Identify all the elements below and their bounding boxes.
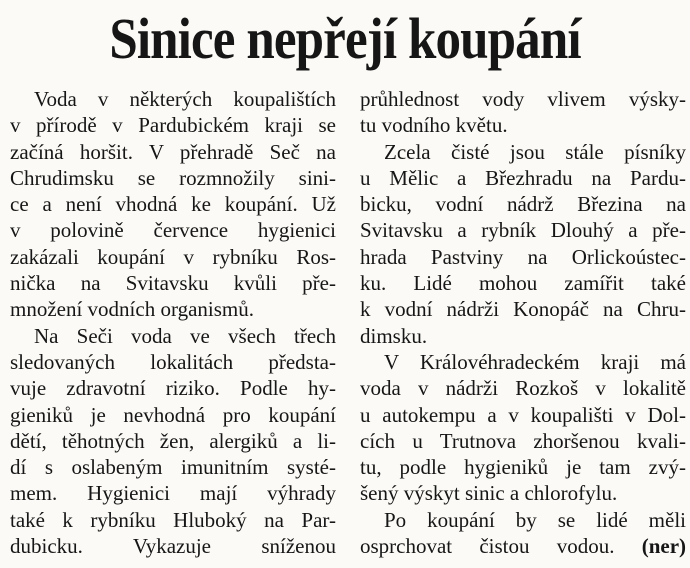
article-text-line: zakázali koupání v rybníku Ros- <box>10 244 336 269</box>
article-text-line: Na Seči voda ve všech třech <box>34 323 336 348</box>
article-text-line: průhlednost vody vlivem výsky- <box>360 87 686 111</box>
article-text-line: v polovině července hygienici <box>10 218 336 243</box>
article-text-line: ku. Lidé mohou zamířit také <box>360 271 686 296</box>
article-text-line: v přírodě v Pardubickém kraji se <box>10 113 336 138</box>
article-text-line: mem. Hygienici mají výhrady <box>10 481 336 506</box>
article-text-line: také k rybníku Hluboký na Par- <box>10 507 336 532</box>
article-text-line: sledovaných lokalitách předsta- <box>10 349 336 374</box>
article-text-line: Po koupání by se lidé měli <box>384 507 686 532</box>
article-text-line: Chrudimsku se rozmnožily sini- <box>10 165 336 190</box>
article-text-line: bicku, vodní nádrž Březina na <box>360 192 686 217</box>
article-text-line: u Mělic a Březhradu na Pardu- <box>360 165 686 190</box>
right-column <box>360 86 686 559</box>
article-text-line <box>360 533 686 559</box>
article-text-line: voda v nádrži Rozkoš v lokalitě <box>360 376 686 401</box>
article-text-line: nička na Svitavsku kvůli pře- <box>10 271 336 296</box>
article-text-line: Zcela čisté jsou stále písníky <box>384 139 686 164</box>
article-text-line: Voda v některých koupalištích <box>34 87 336 111</box>
author-byline: (ner) <box>641 534 687 559</box>
article-text-line: vuje zdravotní riziko. Podle hy- <box>10 376 336 401</box>
article-text-line: k vodní nádrži Konopáč na Chru- <box>360 297 686 322</box>
article-text-line: množení vodních organismů. <box>10 297 254 322</box>
article-text-line: šený výskyt sinic a chlorofylu. <box>360 481 618 506</box>
article-text-line: ce a není vhodná ke koupání. Už <box>10 192 336 217</box>
left-column <box>10 86 336 559</box>
article-text: osprchovat čistou vodou. <box>360 534 615 559</box>
article-text-line: tu vodního květu. <box>360 113 508 138</box>
article-text-line: dí s oslabeným imunitním systé- <box>10 455 336 480</box>
article-text-line: V Královéhradeckém kraji má <box>384 349 686 374</box>
article-text-line: dimsku. <box>360 323 428 348</box>
article-text-line: dubicku. Vykazuje sníženou <box>10 534 336 559</box>
article-text-line: gieniků je nevhodná pro koupání <box>10 402 336 427</box>
article-headline: Sinice nepřejí koupání <box>109 6 581 71</box>
article-text-line: dětí, těhotných žen, alergiků a li- <box>10 428 336 453</box>
article-text-line: tu, podle hygieniků je tam zvý- <box>360 455 686 480</box>
article-text-line: u autokempu a v koupališti v Dol- <box>360 402 686 427</box>
article-text-line: hrada Pastviny na Orlickoústec- <box>360 244 686 269</box>
article-text-line: cích u Trutnova zhoršenou kvali- <box>360 428 686 453</box>
article-text-line: Svitavsku a rybník Dlouhý a pře- <box>360 218 686 243</box>
article-text-line: začíná horšit. V přehradě Seč na <box>10 139 336 164</box>
